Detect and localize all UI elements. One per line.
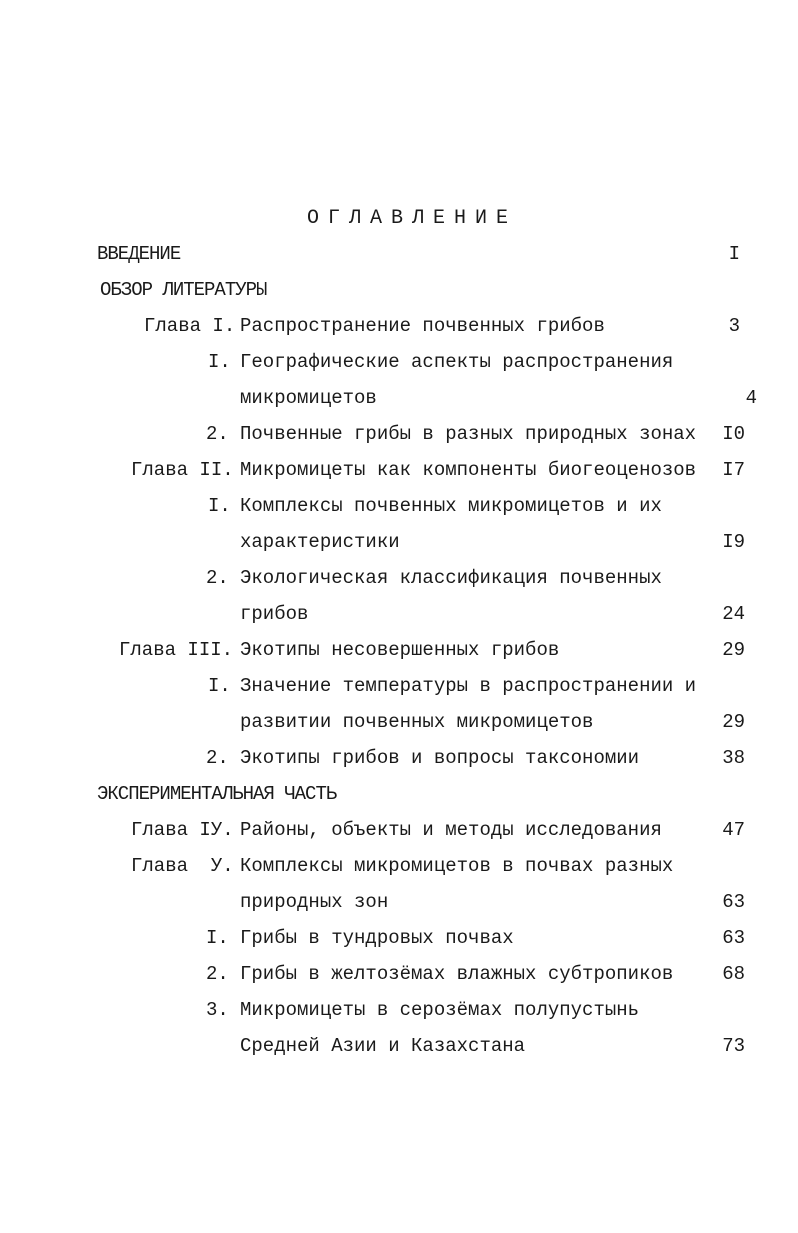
toc-chapter-label: Глава III.	[119, 639, 234, 661]
toc-chapter-label: Глава I.	[144, 315, 236, 337]
toc-title: ОГЛАВЛЕНИЕ	[307, 207, 518, 230]
toc-entry-text: Микромицеты в серозёмах полупустынь	[240, 999, 640, 1021]
toc-item-number: 2.	[206, 423, 229, 445]
toc-entry-text: Комплексы микромицетов в почвах разных	[240, 855, 674, 877]
toc-page-number: I	[728, 243, 740, 265]
toc-page-number: 63	[722, 927, 745, 949]
toc-entry-text: Экотипы грибов и вопросы таксономии	[240, 747, 640, 769]
toc-page-number: 38	[722, 747, 745, 769]
toc-entry-text: развитии почвенных микромицетов	[240, 711, 594, 733]
toc-entry-text: Экологическая классификация почвенных	[240, 567, 662, 589]
toc-entry-text: характеристики	[240, 531, 400, 553]
toc-entry-text: Распространение почвенных грибов	[240, 315, 605, 337]
toc-section-heading: ОБЗОР ЛИТЕРАТУРЫ	[100, 279, 267, 301]
toc-item-number: I.	[208, 351, 231, 373]
toc-item-number: I.	[208, 675, 231, 697]
toc-entry-text: Районы, объекты и методы исследования	[240, 819, 662, 841]
toc-page-number: 24	[722, 603, 745, 625]
toc-entry-text: микромицетов	[240, 387, 377, 409]
toc-entry-text: Комплексы почвенных микромицетов и их	[240, 495, 662, 517]
toc-page-number: 68	[722, 963, 745, 985]
toc-page-number: 73	[722, 1035, 745, 1057]
toc-page-number: 4	[745, 387, 757, 409]
toc-page-number: 47	[722, 819, 745, 841]
toc-page-number: I9	[722, 531, 745, 553]
toc-page-number: 63	[722, 891, 745, 913]
toc-item-number: I.	[206, 927, 229, 949]
toc-page-number: 29	[722, 711, 745, 733]
toc-entry-text: Экотипы несовершенных грибов	[240, 639, 560, 661]
toc-entry-text: Микромицеты как компоненты биогеоценозов	[240, 459, 697, 481]
toc-section-heading: ВВЕДЕНИЕ	[97, 243, 181, 265]
toc-page-number: I0	[722, 423, 745, 445]
toc-item-number: 3.	[206, 999, 229, 1021]
toc-entry-text: грибов	[240, 603, 309, 625]
toc-entry-text: Грибы в желтозёмах влажных субтропиков	[240, 963, 674, 985]
toc-entry-text: Средней Азии и Казахстана	[240, 1035, 526, 1057]
toc-item-number: 2.	[206, 567, 229, 589]
toc-entry-text: Значение температуры в распространении и	[240, 675, 697, 697]
toc-chapter-label: Глава У.	[131, 855, 234, 877]
toc-item-number: 2.	[206, 747, 229, 769]
toc-chapter-label: Глава II.	[131, 459, 234, 481]
toc-page-number: 29	[722, 639, 745, 661]
toc-chapter-label: Глава IУ.	[131, 819, 234, 841]
toc-entry-text: природных зон	[240, 891, 389, 913]
toc-item-number: I.	[208, 495, 231, 517]
toc-entry-text: Грибы в тундровых почвах	[240, 927, 514, 949]
toc-page-number: 3	[728, 315, 740, 337]
toc-section-heading: ЭКСПЕРИМЕНТАЛЬНАЯ ЧАСТЬ	[97, 783, 337, 805]
toc-entry-text: Географические аспекты распространения	[240, 351, 674, 373]
toc-item-number: 2.	[206, 963, 229, 985]
toc-page-number: I7	[722, 459, 745, 481]
toc-entry-text: Почвенные грибы в разных природных зонах	[240, 423, 697, 445]
